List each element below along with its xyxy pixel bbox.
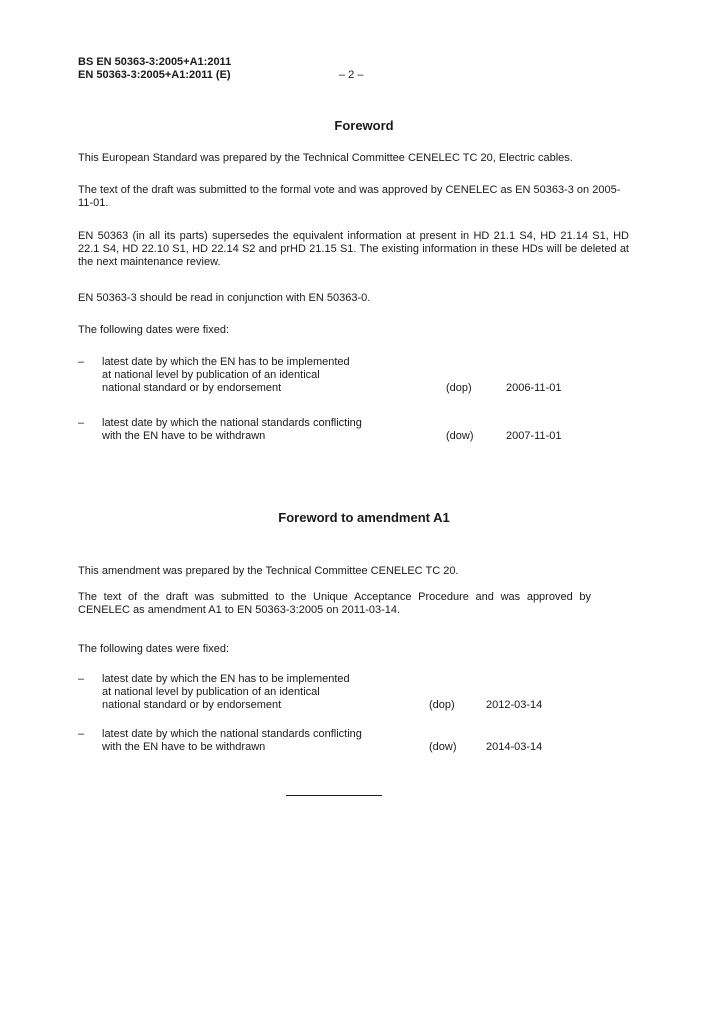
description-line: latest date by which the EN has to be implemented	[102, 673, 350, 685]
description-line: with the EN have to be withdrawn	[102, 430, 266, 442]
description-line: with the EN have to be withdrawn	[102, 741, 266, 753]
foreword-title: Foreword	[334, 118, 394, 133]
amendment-paragraph-3: The following dates were fixed:	[78, 643, 230, 655]
date-item-description	[102, 417, 362, 443]
description-line: latest date by which the national standards conflicting	[102, 728, 362, 740]
description-line: latest date by which the EN has to be implemented	[102, 356, 350, 368]
date-value-dop: 2012-03-14	[486, 699, 543, 711]
doc-id-line-1: BS EN 50363-3:2005+A1:2011	[78, 56, 232, 68]
date-code-dow: (dow)	[446, 430, 474, 442]
list-dash: –	[78, 356, 85, 368]
foreword-paragraph-1: This European Standard was prepared by the Technical Committee CENELEC TC 20, Electric cables.	[78, 152, 573, 164]
date-item-description	[102, 673, 350, 712]
date-item-description	[102, 728, 362, 754]
list-dash: –	[78, 673, 85, 685]
date-code-dop: (dop)	[446, 382, 472, 394]
document-identifier	[78, 56, 231, 82]
date-item-description	[102, 356, 350, 395]
list-dash: –	[78, 728, 85, 740]
date-code-dow: (dow)	[429, 741, 457, 753]
date-value-dop: 2006-11-01	[506, 382, 562, 394]
doc-id-line-2: EN 50363-3:2005+A1:2011 (E)	[78, 69, 231, 81]
description-line: national standard or by endorsement	[102, 699, 282, 711]
description-line: at national level by publication of an identical	[102, 369, 320, 381]
foreword-paragraph-5: The following dates were fixed:	[78, 324, 230, 336]
list-dash: –	[78, 417, 85, 429]
date-code-dop: (dop)	[429, 699, 455, 711]
page-number: – 2 –	[339, 69, 364, 81]
foreword-paragraph-4: EN 50363-3 should be read in conjunction with EN 50363-0.	[78, 292, 371, 304]
description-line: latest date by which the national standards conflicting	[102, 417, 362, 429]
amendment-title: Foreword to amendment A1	[278, 510, 450, 525]
date-value-dow: 2007-11-01	[506, 430, 562, 442]
amendment-paragraph-2: The text of the draft was submitted to the Unique Acceptance Procedure and was approved by CENELEC as amendment A1 to EN 50363-3:2005 on 2011-03-14.	[78, 591, 591, 616]
date-value-dow: 2014-03-14	[486, 741, 543, 753]
foreword-paragraph-3: EN 50363 (in all its parts) supersedes the equivalent information at present in HD 21.1 S4, HD 21.14 S1, HD 22.1 S4, HD 22.10 S1, HD 22.14 S2 and prHD 21.15 S1. The existing information in these HDs will be deleted at the next maintenance review.	[78, 230, 629, 268]
end-divider	[286, 795, 382, 796]
foreword-paragraph-2: The text of the draft was submitted to the formal vote and was approved by CENELEC as EN 50363-3 on 2005-11-01.	[78, 184, 621, 209]
amendment-paragraph-1: This amendment was prepared by the Technical Committee CENELEC TC 20.	[78, 565, 459, 577]
description-line: at national level by publication of an identical	[102, 686, 320, 698]
description-line: national standard or by endorsement	[102, 382, 282, 394]
